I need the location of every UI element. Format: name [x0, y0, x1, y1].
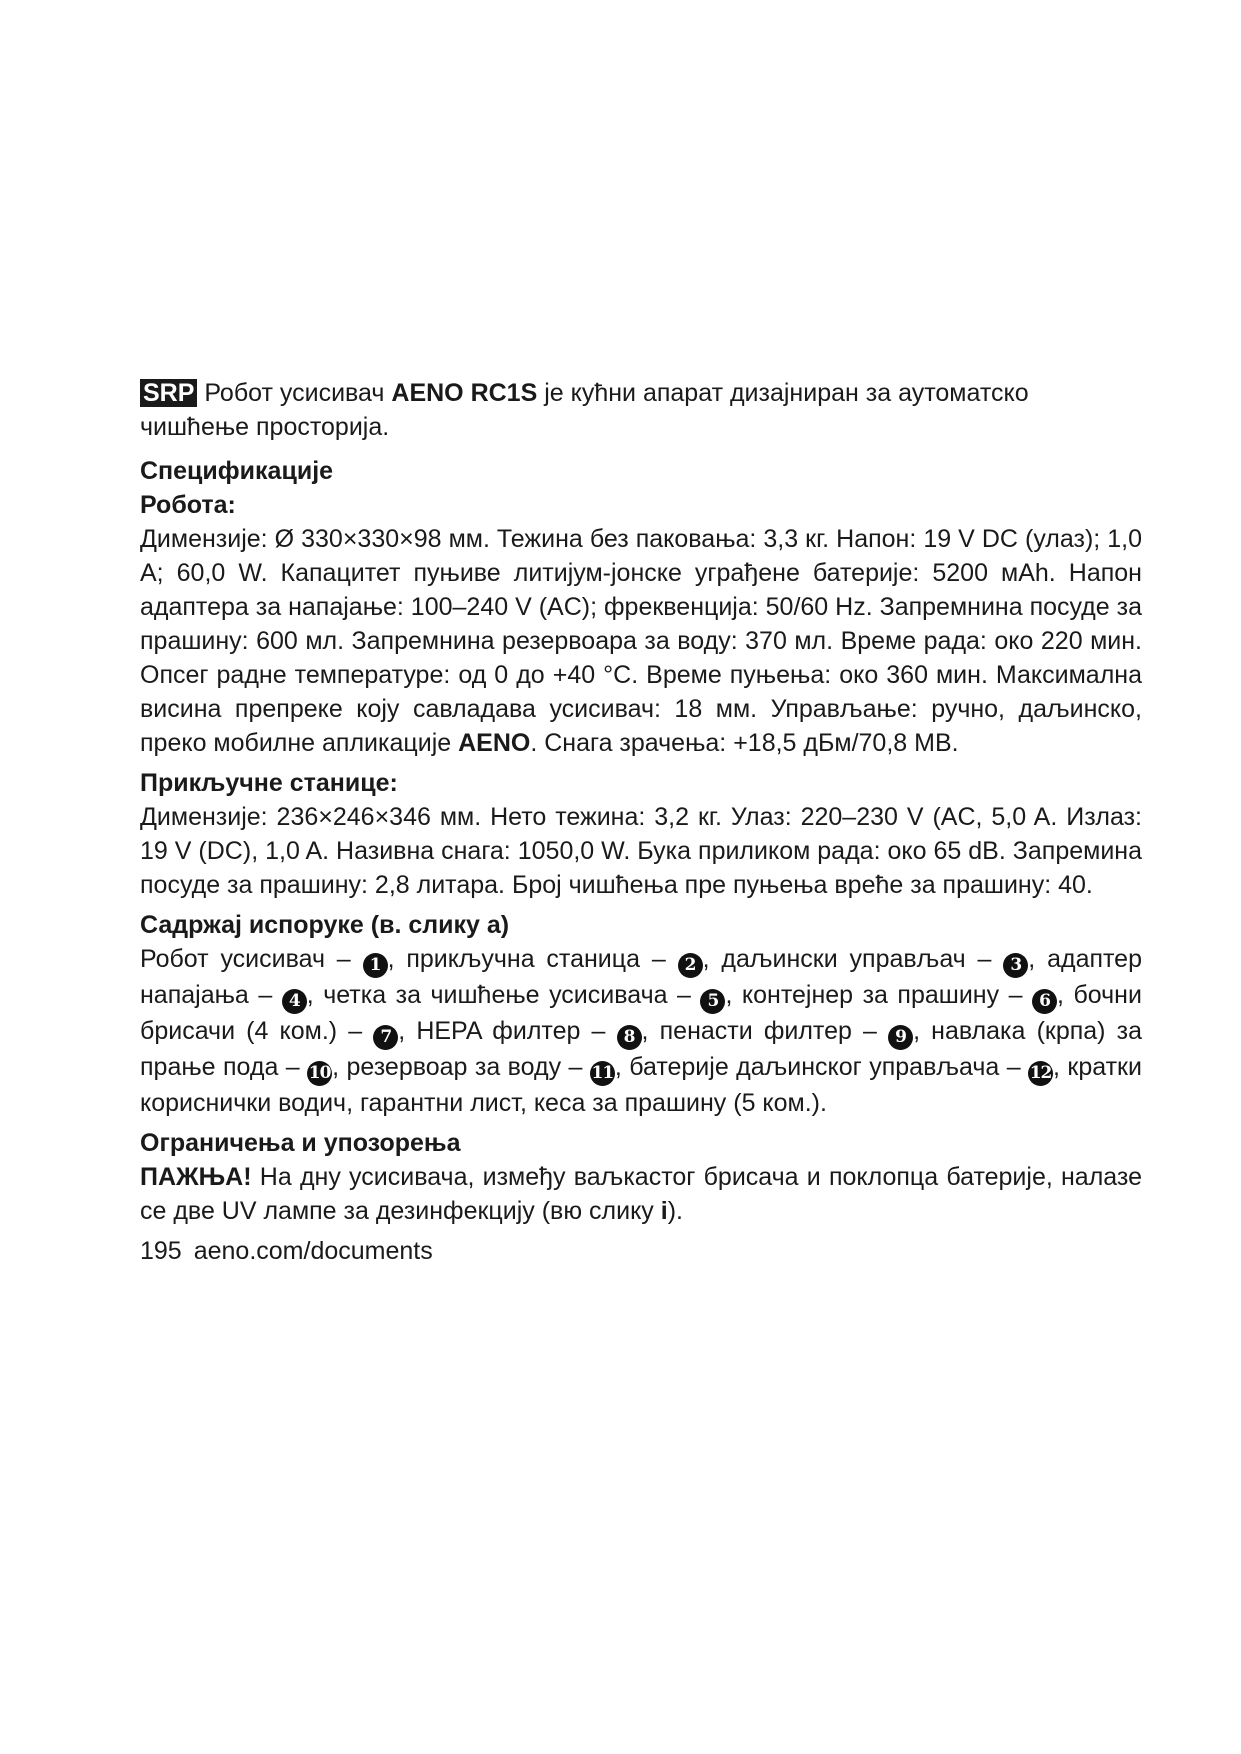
- delivery-item: адаптер напајања – 4 ,: [140, 945, 1142, 1009]
- delivery-item: даљински управљач – 3 ,: [721, 945, 1047, 973]
- specs-heading: Спецификације: [140, 457, 334, 485]
- delivery-tail: кратки кориснички водич, гарантни лист, кеса за прашину (5 ком.).: [140, 1053, 1142, 1117]
- delivery-item: пенасти филтер – 9 ,: [660, 1017, 932, 1045]
- number-badge: 8: [617, 1025, 642, 1050]
- document-page: [140, 376, 1142, 1268]
- number-badge: 5: [700, 989, 725, 1014]
- page-footer: [140, 1234, 1142, 1268]
- warning-end: ).: [667, 1197, 683, 1225]
- app-brand: AENO: [458, 729, 531, 757]
- intro-text-after: је кућни апарат дизајниран за аутоматско чишћење просторија.: [140, 379, 1029, 441]
- delivery-item: батерије даљинског управљача – 12,: [629, 1053, 1067, 1081]
- language-tag: SRP: [140, 379, 197, 407]
- number-badge: 10: [307, 1061, 332, 1086]
- delivery-item: четка за чишћење усисивача – 5 ,: [323, 981, 742, 1009]
- product-name: AENO RC1S: [391, 379, 538, 407]
- delivery-item: Робот усисивач – 1 ,: [140, 945, 406, 973]
- number-badge: 1: [363, 953, 388, 978]
- station-specs: Димензије: 236×246×346 мм. Нето тежина: 3,2 кг. Улаз: 220–230 V (AC, 5,0 A. Излаз: 19 V (DC), 1,0 A. Називна снага: 1050,0 W. Бука приликом рада: око 65 dB. Запремина посуде за прашину: 2,8 литара. Број чишћења пре пуњења вреће за прашину: 40.: [140, 803, 1142, 899]
- robot-heading: Робота:: [140, 491, 236, 519]
- robot-specs-text-1: Димензије: Ø 330×330×98 мм. Тежина без паковања: 3,3 кг. Напон: 19 V DC (улаз); 1,0 A; 60,0 W. Капацитет пуњиве литијум-јонске уграђене батерије: 5200 мAh. Напон адаптера за напајање: 100–240 V (AC); фреквенција: 50/60 Hz. Запремнина посуде за прашину: 600 мл. Запремнина резервоара за воду: 370 мл. Време рада: око 220 мин. Опсег радне температуре: од 0 до +40 °C. Време пуњења: око 360 мин. Максимална висина препреке коју савладава усисивач: 18 мм. Управљање: ручно, даљинско, преко мобилне апликације: [140, 525, 1142, 757]
- number-badge: 3: [1003, 953, 1028, 978]
- documents-url: aeno.com/documents: [193, 1237, 433, 1265]
- delivery-list: [140, 942, 1142, 1120]
- intro-paragraph: [140, 376, 1142, 444]
- warning-text: На дну усисивача, између ваљкастог брисача и поклопца батерије, налазе се две UV лампе за дезинфекцију (вю слику: [140, 1163, 1143, 1225]
- delivery-heading: Садржај испоруке (в. слику a): [140, 911, 510, 939]
- station-heading: Прикључне станице:: [140, 769, 398, 797]
- delivery-item: HEPA филтер – 8 ,: [416, 1017, 659, 1045]
- number-badge: 9: [888, 1025, 913, 1050]
- number-badge: 4: [282, 989, 307, 1014]
- number-badge: 2: [678, 953, 703, 978]
- robot-specs-text-2: . Снага зрачења: +18,5 дБм/70,8 МВ.: [530, 729, 959, 757]
- delivery-item: бочни брисачи (4 ком.) – 7 ,: [140, 981, 1142, 1045]
- figure-ref: i: [660, 1197, 668, 1225]
- number-badge: 7: [373, 1025, 398, 1050]
- number-badge: 12: [1028, 1061, 1053, 1086]
- warnings-heading: Ограничења и упозорења: [140, 1129, 461, 1157]
- page-number: 195: [140, 1237, 182, 1265]
- warning-paragraph: [140, 1160, 1142, 1228]
- number-badge: 11: [590, 1061, 615, 1086]
- delivery-item: резервоар за воду – 11,: [346, 1053, 629, 1081]
- delivery-item: прикључна станица – 2 ,: [406, 945, 721, 973]
- number-badge: 6: [1032, 989, 1057, 1014]
- robot-specs: [140, 522, 1142, 760]
- intro-text-before: Робот усисивач: [204, 379, 385, 407]
- attention-label: ПАЖЊА!: [140, 1163, 252, 1191]
- delivery-item: навлака (крпа) за прање пода – 10,: [140, 1017, 1142, 1081]
- delivery-item: контејнер за прашину – 6 ,: [742, 981, 1074, 1009]
